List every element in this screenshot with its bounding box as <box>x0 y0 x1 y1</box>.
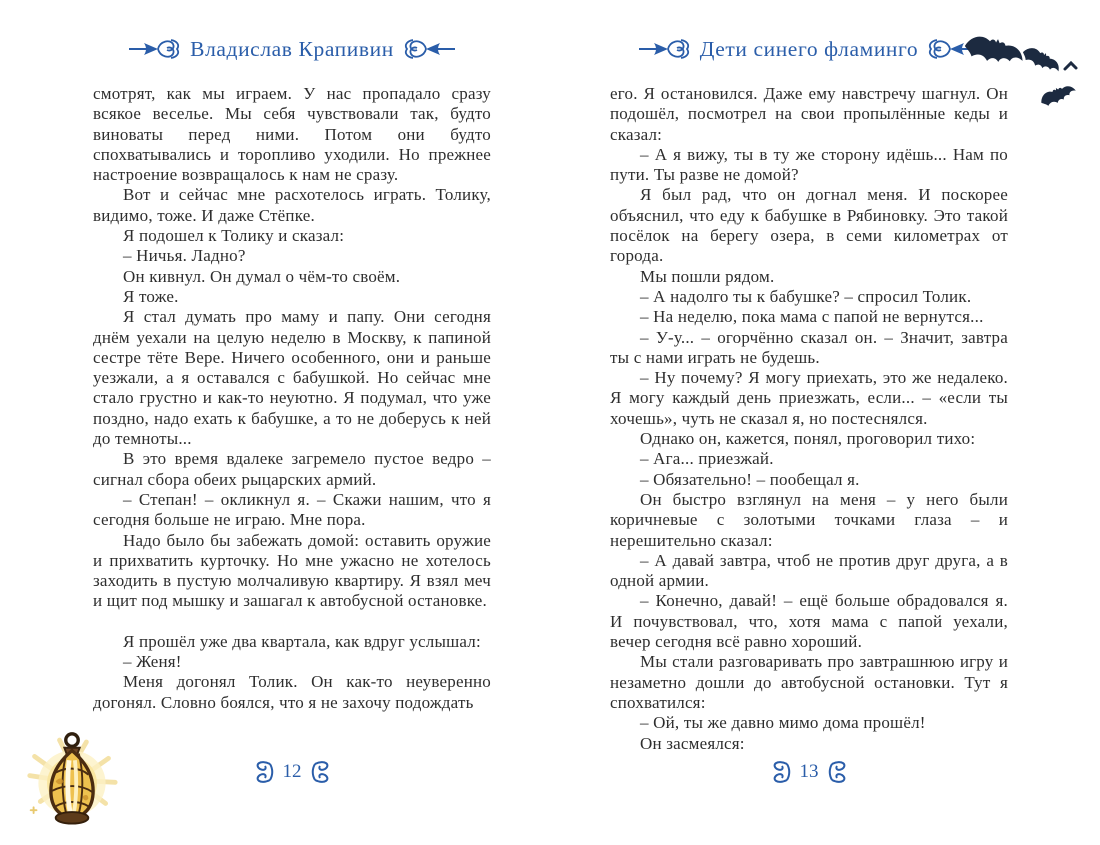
page-number-ornament-left-icon <box>769 758 791 786</box>
bats-icon <box>955 12 1095 122</box>
page-number-ornament-right-icon <box>311 758 333 786</box>
left-page <box>93 34 491 786</box>
paragraph: Он быстро взглянул на меня – у него были коричневые с золотыми точками глаза – и нерешительно сказал: <box>610 489 1008 550</box>
paragraph: Вот и сейчас мне расхотелось играть. Толику, видимо, тоже. И даже Стёпке. <box>93 185 491 225</box>
paragraph: Я подошел к Толику и сказал: <box>123 226 345 246</box>
page-number: 13 <box>799 761 819 782</box>
paragraph: – Ничья. Ладно? <box>123 246 246 266</box>
paragraph: – Конечно, давай! – ещё больше обрадовался я. И почувствовал, что, хотя мама с папой уехали, вечер сегодня всё равно хороший. <box>610 591 1008 652</box>
running-title: Дети синего фламинго <box>699 36 919 61</box>
right-page-header <box>610 34 1008 64</box>
right-page-text <box>610 84 1008 753</box>
lantern-icon <box>24 726 120 830</box>
paragraph: – Обязательно! – пообещал я. <box>640 469 860 489</box>
paragraph: Я стал думать про маму и папу. Они сегодня днём уехали на целую неделю в Москву, к папиной сестре тёте Вере. Ничего особенного, они и раньше уезжали, а я оставался с бабушкой. Но сейчас мне стало грустно и как-то неуютно. Я подумал, что уже поздно, надо ехать к бабушке, а то не доберусь к ней до темноты... <box>93 307 491 449</box>
paragraph: – Степан! – окликнул я. – Скажи нашим, что я сегодня больше не играю. Мне пора. <box>93 489 491 530</box>
left-page-header <box>93 34 491 64</box>
paragraph: В это время вдалеке загремело пустое ведро – сигнал сбора обеих рыцарских армий. <box>93 449 491 489</box>
paragraph: – А давай завтра, чтоб не против друг друга, а в одной армии. <box>610 550 1008 591</box>
paragraph: Я был рад, что он догнал меня. И поскорее объяснил, что еду к бабушке в Рябиновку. Это такой посёлок на берегу озера, в семи километрах от города. <box>610 185 1008 266</box>
paragraph: Меня догонял Толик. Он как-то неуверенно догонял. Словно боялся, что я не захочу подождать <box>93 672 491 712</box>
paragraph: – А надолго ты к бабушке? – спросил Толик. <box>640 286 972 306</box>
paragraph: – Ага... приезжай. <box>640 449 774 469</box>
paragraph: Я тоже. <box>123 286 179 306</box>
right-page-footer <box>610 758 1008 786</box>
paragraph: Надо было бы забежать домой: оставить оружие и прихватить курточку. Но мне ужасно не хотелось заходить в пустую молчаливую квартиру. Я взял меч и щит под мышку и зашагал к автобусной остановке. <box>93 530 491 611</box>
paragraph: – Ой, ты же давно мимо дома прошёл! <box>640 713 926 733</box>
paragraph: смотрят, как мы играем. У нас пропадало сразу всякое веселье. Мы себя чувствовали так, будто виноваты перед ними. Потом они будто спохватывались и торопливо уходили. Но прежнее настроение возвращалось к нам не сразу. <box>93 84 491 185</box>
paragraph: его. Я остановился. Даже ему навстречу шагнул. Он подошёл, посмотрел на свои пропылённые кеды и сказал: <box>610 84 1008 144</box>
paragraph: Мы стали разговаривать про завтрашнюю игру и незаметно дошли до автобусной остановки. Тут я спохватился: <box>610 652 1008 712</box>
paragraph: Однако он, кажется, понял, проговорил тихо: <box>640 429 976 449</box>
paragraph: Мы пошли рядом. <box>640 266 775 286</box>
page-number-ornament-left-icon <box>252 758 274 786</box>
header-flourish-left-icon <box>638 37 690 61</box>
paragraph: Он кивнул. Он думал о чём-то своём. <box>123 266 401 286</box>
paragraph: – Ну почему? Я могу приехать, это же недалеко. Я могу каждый день приезжать, если... – «если ты хочешь», чуть не сказал я, но постеснялся. <box>610 368 1008 428</box>
header-flourish-right-icon <box>404 37 456 61</box>
paragraph: – Женя! <box>123 652 182 672</box>
header-flourish-left-icon <box>128 37 180 61</box>
right-page <box>610 34 1008 786</box>
left-page-text <box>93 84 491 734</box>
paragraph: Я прошёл уже два квартала, как вдруг услышал: <box>123 631 481 651</box>
paragraph: – А я вижу, ты в ту же сторону идёшь... Нам по пути. Ты разве не домой? <box>610 144 1008 185</box>
running-title: Владислав Крапивин <box>190 36 394 61</box>
paragraph: – На неделю, пока мама с папой не вернутся... <box>640 307 984 327</box>
paragraph: Он засмеялся: <box>640 733 745 753</box>
left-page-footer <box>93 758 491 786</box>
paragraph: – У-у... – огорчённо сказал он. – Значит, завтра ты с нами играть не будешь. <box>610 327 1008 367</box>
page-number: 12 <box>282 761 302 782</box>
page-number-ornament-right-icon <box>828 758 850 786</box>
